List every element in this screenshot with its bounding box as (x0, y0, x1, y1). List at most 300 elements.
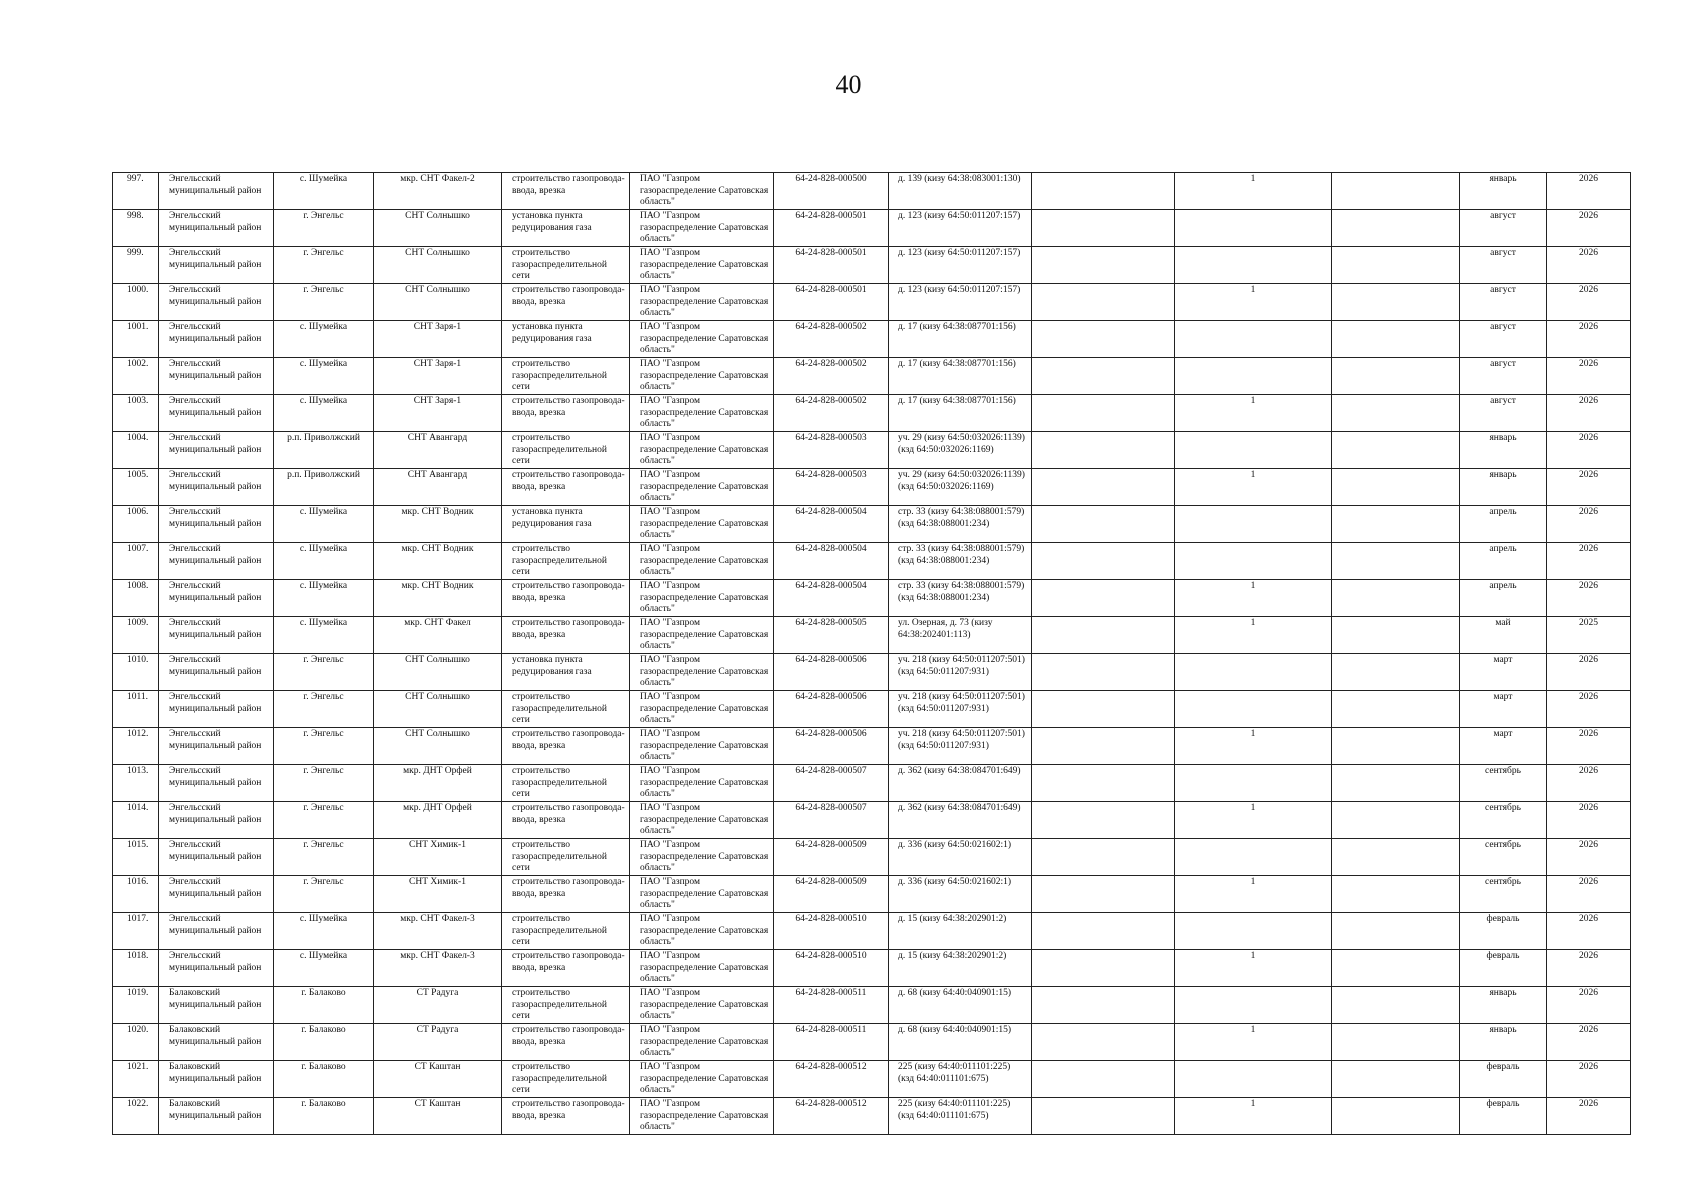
locality-cell: с. Шумейка (274, 543, 374, 580)
empty-column-9-cell (1032, 247, 1175, 284)
district-cell: Энгельсский муниципальный район (159, 580, 274, 617)
year-cell: 2026 (1547, 543, 1631, 580)
empty-column-9-cell (1032, 839, 1175, 876)
object-code-cell: 64-24-828-000502 (774, 395, 889, 432)
empty-column-9-cell (1032, 617, 1175, 654)
year-cell: 2026 (1547, 987, 1631, 1024)
row-number-cell: 1006. (113, 506, 159, 543)
address-cell: 225 (кизу 64:40:011101:225) (кзд 64:40:011101:675) (889, 1098, 1032, 1135)
year-cell: 2026 (1547, 506, 1631, 543)
object-code-cell: 64-24-828-000504 (774, 580, 889, 617)
address-cell: д. 362 (кизу 64:38:084701:649) (889, 802, 1032, 839)
empty-column-11-cell (1332, 950, 1460, 987)
month-cell: апрель (1460, 506, 1547, 543)
object-code-cell: 64-24-828-000501 (774, 210, 889, 247)
month-cell: август (1460, 358, 1547, 395)
object-code-cell: 64-24-828-000505 (774, 617, 889, 654)
district-cell: Энгельсский муниципальный район (159, 432, 274, 469)
empty-column-11-cell (1332, 284, 1460, 321)
table-row (113, 543, 1631, 580)
object-name-cell: мкр. СНТ Водник (374, 580, 502, 617)
month-cell: февраль (1460, 950, 1547, 987)
object-name-cell: мкр. СНТ Водник (374, 506, 502, 543)
address-cell: д. 68 (кизу 64:40:040901:15) (889, 1024, 1032, 1061)
empty-column-9-cell (1032, 1098, 1175, 1135)
locality-cell: с. Шумейка (274, 173, 374, 210)
address-cell: уч. 218 (кизу 64:50:011207:501) (кзд 64:50:011207:931) (889, 691, 1032, 728)
quantity-cell (1175, 987, 1332, 1024)
year-cell: 2026 (1547, 765, 1631, 802)
work-type-cell: строительство газопровода-ввода, врезка (502, 395, 630, 432)
organization-cell: ПАО "Газпром газораспределение Саратовская область" (630, 284, 774, 321)
month-cell: апрель (1460, 543, 1547, 580)
work-type-cell: строительство газопровода-ввода, врезка (502, 173, 630, 210)
month-cell: январь (1460, 469, 1547, 506)
object-code-cell: 64-24-828-000510 (774, 950, 889, 987)
year-cell: 2026 (1547, 395, 1631, 432)
work-type-cell: строительство газораспределительной сети (502, 987, 630, 1024)
organization-cell: ПАО "Газпром газораспределение Саратовская область" (630, 321, 774, 358)
locality-cell: г. Энгельс (274, 765, 374, 802)
address-cell: ул. Озерная, д. 73 (кизу 64:38:202401:113) (889, 617, 1032, 654)
locality-cell: с. Шумейка (274, 617, 374, 654)
object-name-cell: СТ Каштан (374, 1061, 502, 1098)
empty-column-9-cell (1032, 210, 1175, 247)
work-type-cell: строительство газораспределительной сети (502, 247, 630, 284)
locality-cell: г. Энгельс (274, 802, 374, 839)
quantity-cell: 1 (1175, 580, 1332, 617)
address-cell: д. 17 (кизу 64:38:087701:156) (889, 395, 1032, 432)
month-cell: январь (1460, 432, 1547, 469)
row-number-cell: 1004. (113, 432, 159, 469)
locality-cell: г. Энгельс (274, 247, 374, 284)
district-cell: Энгельсский муниципальный район (159, 321, 274, 358)
organization-cell: ПАО "Газпром газораспределение Саратовская область" (630, 802, 774, 839)
object-name-cell: СНТ Авангард (374, 432, 502, 469)
organization-cell: ПАО "Газпром газораспределение Саратовская область" (630, 358, 774, 395)
organization-cell: ПАО "Газпром газораспределение Саратовская область" (630, 1024, 774, 1061)
year-cell: 2026 (1547, 173, 1631, 210)
organization-cell: ПАО "Газпром газораспределение Саратовская область" (630, 1098, 774, 1135)
quantity-cell: 1 (1175, 1024, 1332, 1061)
address-cell: д. 336 (кизу 64:50:021602:1) (889, 876, 1032, 913)
object-name-cell: СНТ Химик-1 (374, 839, 502, 876)
empty-column-9-cell (1032, 284, 1175, 321)
month-cell: март (1460, 691, 1547, 728)
organization-cell: ПАО "Газпром газораспределение Саратовская область" (630, 876, 774, 913)
empty-column-9-cell (1032, 432, 1175, 469)
object-name-cell: мкр. СНТ Факел-2 (374, 173, 502, 210)
object-name-cell: СНТ Химик-1 (374, 876, 502, 913)
district-cell: Энгельсский муниципальный район (159, 691, 274, 728)
quantity-cell (1175, 247, 1332, 284)
quantity-cell (1175, 765, 1332, 802)
quantity-cell (1175, 1061, 1332, 1098)
organization-cell: ПАО "Газпром газораспределение Саратовская область" (630, 395, 774, 432)
locality-cell: г. Балаково (274, 1098, 374, 1135)
district-cell: Энгельсский муниципальный район (159, 617, 274, 654)
table-row (113, 1098, 1631, 1135)
year-cell: 2026 (1547, 1061, 1631, 1098)
organization-cell: ПАО "Газпром газораспределение Саратовская область" (630, 728, 774, 765)
locality-cell: г. Энгельс (274, 284, 374, 321)
district-cell: Энгельсский муниципальный район (159, 395, 274, 432)
year-cell: 2026 (1547, 728, 1631, 765)
object-name-cell: СНТ Заря-1 (374, 358, 502, 395)
object-name-cell: СТ Радуга (374, 1024, 502, 1061)
organization-cell: ПАО "Газпром газораспределение Саратовская область" (630, 654, 774, 691)
work-type-cell: строительство газораспределительной сети (502, 839, 630, 876)
month-cell: январь (1460, 987, 1547, 1024)
locality-cell: с. Шумейка (274, 913, 374, 950)
row-number-cell: 1020. (113, 1024, 159, 1061)
row-number-cell: 1005. (113, 469, 159, 506)
table-row (113, 1061, 1631, 1098)
organization-cell: ПАО "Газпром газораспределение Саратовская область" (630, 210, 774, 247)
district-cell: Энгельсский муниципальный район (159, 358, 274, 395)
row-number-cell: 999. (113, 247, 159, 284)
address-cell: д. 336 (кизу 64:50:021602:1) (889, 839, 1032, 876)
quantity-cell (1175, 506, 1332, 543)
row-number-cell: 1008. (113, 580, 159, 617)
row-number-cell: 1009. (113, 617, 159, 654)
table-row (113, 469, 1631, 506)
quantity-cell (1175, 654, 1332, 691)
object-name-cell: СНТ Солнышко (374, 247, 502, 284)
row-number-cell: 1019. (113, 987, 159, 1024)
address-cell: стр. 33 (кизу 64:38:088001:579) (кзд 64:38:088001:234) (889, 543, 1032, 580)
work-type-cell: установка пункта редуцирования газа (502, 506, 630, 543)
row-number-cell: 1010. (113, 654, 159, 691)
address-cell: стр. 33 (кизу 64:38:088001:579) (кзд 64:38:088001:234) (889, 506, 1032, 543)
work-type-cell: установка пункта редуцирования газа (502, 654, 630, 691)
object-name-cell: мкр. СНТ Факел-3 (374, 950, 502, 987)
object-code-cell: 64-24-828-000500 (774, 173, 889, 210)
work-type-cell: строительство газораспределительной сети (502, 913, 630, 950)
address-cell: д. 68 (кизу 64:40:040901:15) (889, 987, 1032, 1024)
organization-cell: ПАО "Газпром газораспределение Саратовская область" (630, 913, 774, 950)
year-cell: 2026 (1547, 432, 1631, 469)
organization-cell: ПАО "Газпром газораспределение Саратовская область" (630, 506, 774, 543)
object-name-cell: мкр. ДНТ Орфей (374, 765, 502, 802)
table-row (113, 950, 1631, 987)
quantity-cell: 1 (1175, 950, 1332, 987)
month-cell: март (1460, 654, 1547, 691)
table-row (113, 284, 1631, 321)
quantity-cell: 1 (1175, 728, 1332, 765)
object-code-cell: 64-24-828-000506 (774, 691, 889, 728)
table-row (113, 839, 1631, 876)
object-name-cell: СНТ Солнышко (374, 728, 502, 765)
object-name-cell: СНТ Солнышко (374, 210, 502, 247)
locality-cell: с. Шумейка (274, 506, 374, 543)
year-cell: 2026 (1547, 358, 1631, 395)
quantity-cell (1175, 358, 1332, 395)
month-cell: февраль (1460, 1061, 1547, 1098)
organization-cell: ПАО "Газпром газораспределение Саратовская область" (630, 839, 774, 876)
empty-column-11-cell (1332, 876, 1460, 913)
empty-column-9-cell (1032, 580, 1175, 617)
year-cell: 2026 (1547, 691, 1631, 728)
district-cell: Балаковский муниципальный район (159, 1098, 274, 1135)
quantity-cell: 1 (1175, 284, 1332, 321)
work-type-cell: установка пункта редуцирования газа (502, 321, 630, 358)
table-row (113, 1024, 1631, 1061)
object-code-cell: 64-24-828-000503 (774, 469, 889, 506)
work-type-cell: строительство газопровода-ввода, врезка (502, 284, 630, 321)
object-name-cell: СНТ Солнышко (374, 691, 502, 728)
empty-column-11-cell (1332, 543, 1460, 580)
year-cell: 2025 (1547, 617, 1631, 654)
address-cell: д. 17 (кизу 64:38:087701:156) (889, 321, 1032, 358)
object-code-cell: 64-24-828-000507 (774, 802, 889, 839)
object-code-cell: 64-24-828-000501 (774, 284, 889, 321)
empty-column-9-cell (1032, 987, 1175, 1024)
table-row (113, 617, 1631, 654)
table-row (113, 210, 1631, 247)
object-code-cell: 64-24-828-000503 (774, 432, 889, 469)
empty-column-9-cell (1032, 876, 1175, 913)
district-cell: Энгельсский муниципальный район (159, 173, 274, 210)
empty-column-9-cell (1032, 728, 1175, 765)
year-cell: 2026 (1547, 876, 1631, 913)
object-code-cell: 64-24-828-000512 (774, 1061, 889, 1098)
year-cell: 2026 (1547, 247, 1631, 284)
row-number-cell: 1015. (113, 839, 159, 876)
address-cell: уч. 218 (кизу 64:50:011207:501) (кзд 64:50:011207:931) (889, 728, 1032, 765)
empty-column-11-cell (1332, 654, 1460, 691)
quantity-cell: 1 (1175, 469, 1332, 506)
table-row (113, 358, 1631, 395)
locality-cell: с. Шумейка (274, 395, 374, 432)
empty-column-11-cell (1332, 321, 1460, 358)
year-cell: 2026 (1547, 1024, 1631, 1061)
object-name-cell: СНТ Солнышко (374, 654, 502, 691)
quantity-cell (1175, 321, 1332, 358)
locality-cell: с. Шумейка (274, 950, 374, 987)
district-cell: Энгельсский муниципальный район (159, 839, 274, 876)
organization-cell: ПАО "Газпром газораспределение Саратовская область" (630, 987, 774, 1024)
month-cell: август (1460, 284, 1547, 321)
district-cell: Энгельсский муниципальный район (159, 247, 274, 284)
row-number-cell: 1007. (113, 543, 159, 580)
object-code-cell: 64-24-828-000506 (774, 728, 889, 765)
work-type-cell: строительство газопровода-ввода, врезка (502, 802, 630, 839)
year-cell: 2026 (1547, 1098, 1631, 1135)
locality-cell: с. Шумейка (274, 580, 374, 617)
organization-cell: ПАО "Газпром газораспределение Саратовская область" (630, 617, 774, 654)
organization-cell: ПАО "Газпром газораспределение Саратовская область" (630, 691, 774, 728)
gasification-schedule-table (112, 172, 1631, 1135)
empty-column-11-cell (1332, 691, 1460, 728)
work-type-cell: строительство газопровода-ввода, врезка (502, 876, 630, 913)
address-cell: д. 123 (кизу 64:50:011207:157) (889, 247, 1032, 284)
page-number: 40 (835, 70, 862, 99)
locality-cell: г. Балаково (274, 1024, 374, 1061)
organization-cell: ПАО "Газпром газораспределение Саратовская область" (630, 543, 774, 580)
year-cell: 2026 (1547, 654, 1631, 691)
district-cell: Энгельсский муниципальный район (159, 913, 274, 950)
address-cell: д. 362 (кизу 64:38:084701:649) (889, 765, 1032, 802)
row-number-cell: 1000. (113, 284, 159, 321)
locality-cell: г. Энгельс (274, 691, 374, 728)
row-number-cell: 1021. (113, 1061, 159, 1098)
table-row (113, 432, 1631, 469)
table-row (113, 580, 1631, 617)
quantity-cell: 1 (1175, 1098, 1332, 1135)
object-code-cell: 64-24-828-000502 (774, 358, 889, 395)
empty-column-9-cell (1032, 691, 1175, 728)
empty-column-11-cell (1332, 210, 1460, 247)
district-cell: Энгельсский муниципальный район (159, 210, 274, 247)
district-cell: Энгельсский муниципальный район (159, 654, 274, 691)
row-number-cell: 997. (113, 173, 159, 210)
table-body (113, 173, 1631, 1135)
month-cell: сентябрь (1460, 765, 1547, 802)
empty-column-11-cell (1332, 247, 1460, 284)
work-type-cell: установка пункта редуцирования газа (502, 210, 630, 247)
table-row (113, 876, 1631, 913)
empty-column-9-cell (1032, 469, 1175, 506)
object-name-cell: СНТ Заря-1 (374, 395, 502, 432)
empty-column-9-cell (1032, 1061, 1175, 1098)
month-cell: август (1460, 321, 1547, 358)
empty-column-11-cell (1332, 802, 1460, 839)
quantity-cell (1175, 432, 1332, 469)
work-type-cell: строительство газораспределительной сети (502, 1061, 630, 1098)
row-number-cell: 1001. (113, 321, 159, 358)
quantity-cell (1175, 839, 1332, 876)
row-number-cell: 1018. (113, 950, 159, 987)
district-cell: Балаковский муниципальный район (159, 1061, 274, 1098)
locality-cell: с. Шумейка (274, 358, 374, 395)
month-cell: сентябрь (1460, 876, 1547, 913)
object-code-cell: 64-24-828-000506 (774, 654, 889, 691)
month-cell: август (1460, 395, 1547, 432)
work-type-cell: строительство газораспределительной сети (502, 543, 630, 580)
object-code-cell: 64-24-828-000504 (774, 506, 889, 543)
locality-cell: г. Балаково (274, 1061, 374, 1098)
quantity-cell: 1 (1175, 617, 1332, 654)
organization-cell: ПАО "Газпром газораспределение Саратовская область" (630, 580, 774, 617)
month-cell: сентябрь (1460, 802, 1547, 839)
empty-column-9-cell (1032, 765, 1175, 802)
empty-column-11-cell (1332, 913, 1460, 950)
address-cell: д. 15 (кизу 64:38:202901:2) (889, 950, 1032, 987)
empty-column-11-cell (1332, 358, 1460, 395)
empty-column-11-cell (1332, 1061, 1460, 1098)
month-cell: февраль (1460, 1098, 1547, 1135)
locality-cell: г. Энгельс (274, 728, 374, 765)
organization-cell: ПАО "Газпром газораспределение Саратовская область" (630, 469, 774, 506)
quantity-cell (1175, 691, 1332, 728)
work-type-cell: строительство газопровода-ввода, врезка (502, 1098, 630, 1135)
district-cell: Энгельсский муниципальный район (159, 728, 274, 765)
object-name-cell: мкр. СНТ Факел (374, 617, 502, 654)
locality-cell: р.п. Приволжский (274, 432, 374, 469)
object-name-cell: мкр. ДНТ Орфей (374, 802, 502, 839)
address-cell: д. 17 (кизу 64:38:087701:156) (889, 358, 1032, 395)
district-cell: Энгельсский муниципальный район (159, 802, 274, 839)
organization-cell: ПАО "Газпром газораспределение Саратовская область" (630, 247, 774, 284)
address-cell: стр. 33 (кизу 64:38:088001:579) (кзд 64:38:088001:234) (889, 580, 1032, 617)
quantity-cell: 1 (1175, 802, 1332, 839)
row-number-cell: 1003. (113, 395, 159, 432)
work-type-cell: строительство газопровода-ввода, врезка (502, 728, 630, 765)
empty-column-9-cell (1032, 321, 1175, 358)
quantity-cell: 1 (1175, 173, 1332, 210)
quantity-cell: 1 (1175, 876, 1332, 913)
quantity-cell (1175, 210, 1332, 247)
address-cell: уч. 218 (кизу 64:50:011207:501) (кзд 64:50:011207:931) (889, 654, 1032, 691)
month-cell: январь (1460, 1024, 1547, 1061)
empty-column-11-cell (1332, 617, 1460, 654)
object-name-cell: СНТ Заря-1 (374, 321, 502, 358)
empty-column-11-cell (1332, 1024, 1460, 1061)
table-row (113, 913, 1631, 950)
address-cell: д. 139 (кизу 64:38:083001:130) (889, 173, 1032, 210)
row-number-cell: 1017. (113, 913, 159, 950)
table-row (113, 247, 1631, 284)
locality-cell: г. Балаково (274, 987, 374, 1024)
work-type-cell: строительство газораспределительной сети (502, 765, 630, 802)
work-type-cell: строительство газораспределительной сети (502, 691, 630, 728)
year-cell: 2026 (1547, 321, 1631, 358)
empty-column-9-cell (1032, 395, 1175, 432)
empty-column-9-cell (1032, 654, 1175, 691)
work-type-cell: строительство газопровода-ввода, врезка (502, 469, 630, 506)
object-name-cell: мкр. СНТ Факел-3 (374, 913, 502, 950)
empty-column-11-cell (1332, 173, 1460, 210)
work-type-cell: строительство газораспределительной сети (502, 432, 630, 469)
row-number-cell: 1022. (113, 1098, 159, 1135)
quantity-cell: 1 (1175, 395, 1332, 432)
object-code-cell: 64-24-828-000509 (774, 876, 889, 913)
work-type-cell: строительство газопровода-ввода, врезка (502, 617, 630, 654)
address-cell: д. 123 (кизу 64:50:011207:157) (889, 284, 1032, 321)
object-name-cell: мкр. СНТ Водник (374, 543, 502, 580)
organization-cell: ПАО "Газпром газораспределение Саратовская область" (630, 1061, 774, 1098)
month-cell: август (1460, 210, 1547, 247)
locality-cell: с. Шумейка (274, 321, 374, 358)
month-cell: март (1460, 728, 1547, 765)
empty-column-11-cell (1332, 987, 1460, 1024)
quantity-cell (1175, 913, 1332, 950)
object-code-cell: 64-24-828-000507 (774, 765, 889, 802)
district-cell: Балаковский муниципальный район (159, 1024, 274, 1061)
table-row (113, 765, 1631, 802)
object-code-cell: 64-24-828-000504 (774, 543, 889, 580)
empty-column-11-cell (1332, 506, 1460, 543)
organization-cell: ПАО "Газпром газораспределение Саратовская область" (630, 765, 774, 802)
row-number-cell: 1011. (113, 691, 159, 728)
object-code-cell: 64-24-828-000501 (774, 247, 889, 284)
address-cell: д. 123 (кизу 64:50:011207:157) (889, 210, 1032, 247)
empty-column-11-cell (1332, 580, 1460, 617)
object-name-cell: СНТ Авангард (374, 469, 502, 506)
table-row (113, 691, 1631, 728)
address-cell: 225 (кизу 64:40:011101:225) (кзд 64:40:011101:675) (889, 1061, 1032, 1098)
empty-column-11-cell (1332, 469, 1460, 506)
empty-column-11-cell (1332, 395, 1460, 432)
row-number-cell: 1013. (113, 765, 159, 802)
work-type-cell: строительство газопровода-ввода, врезка (502, 1024, 630, 1061)
table-row (113, 506, 1631, 543)
year-cell: 2026 (1547, 913, 1631, 950)
row-number-cell: 1012. (113, 728, 159, 765)
address-cell: уч. 29 (кизу 64:50:032026:1139) (кзд 64:50:032026:1169) (889, 432, 1032, 469)
organization-cell: ПАО "Газпром газораспределение Саратовская область" (630, 432, 774, 469)
